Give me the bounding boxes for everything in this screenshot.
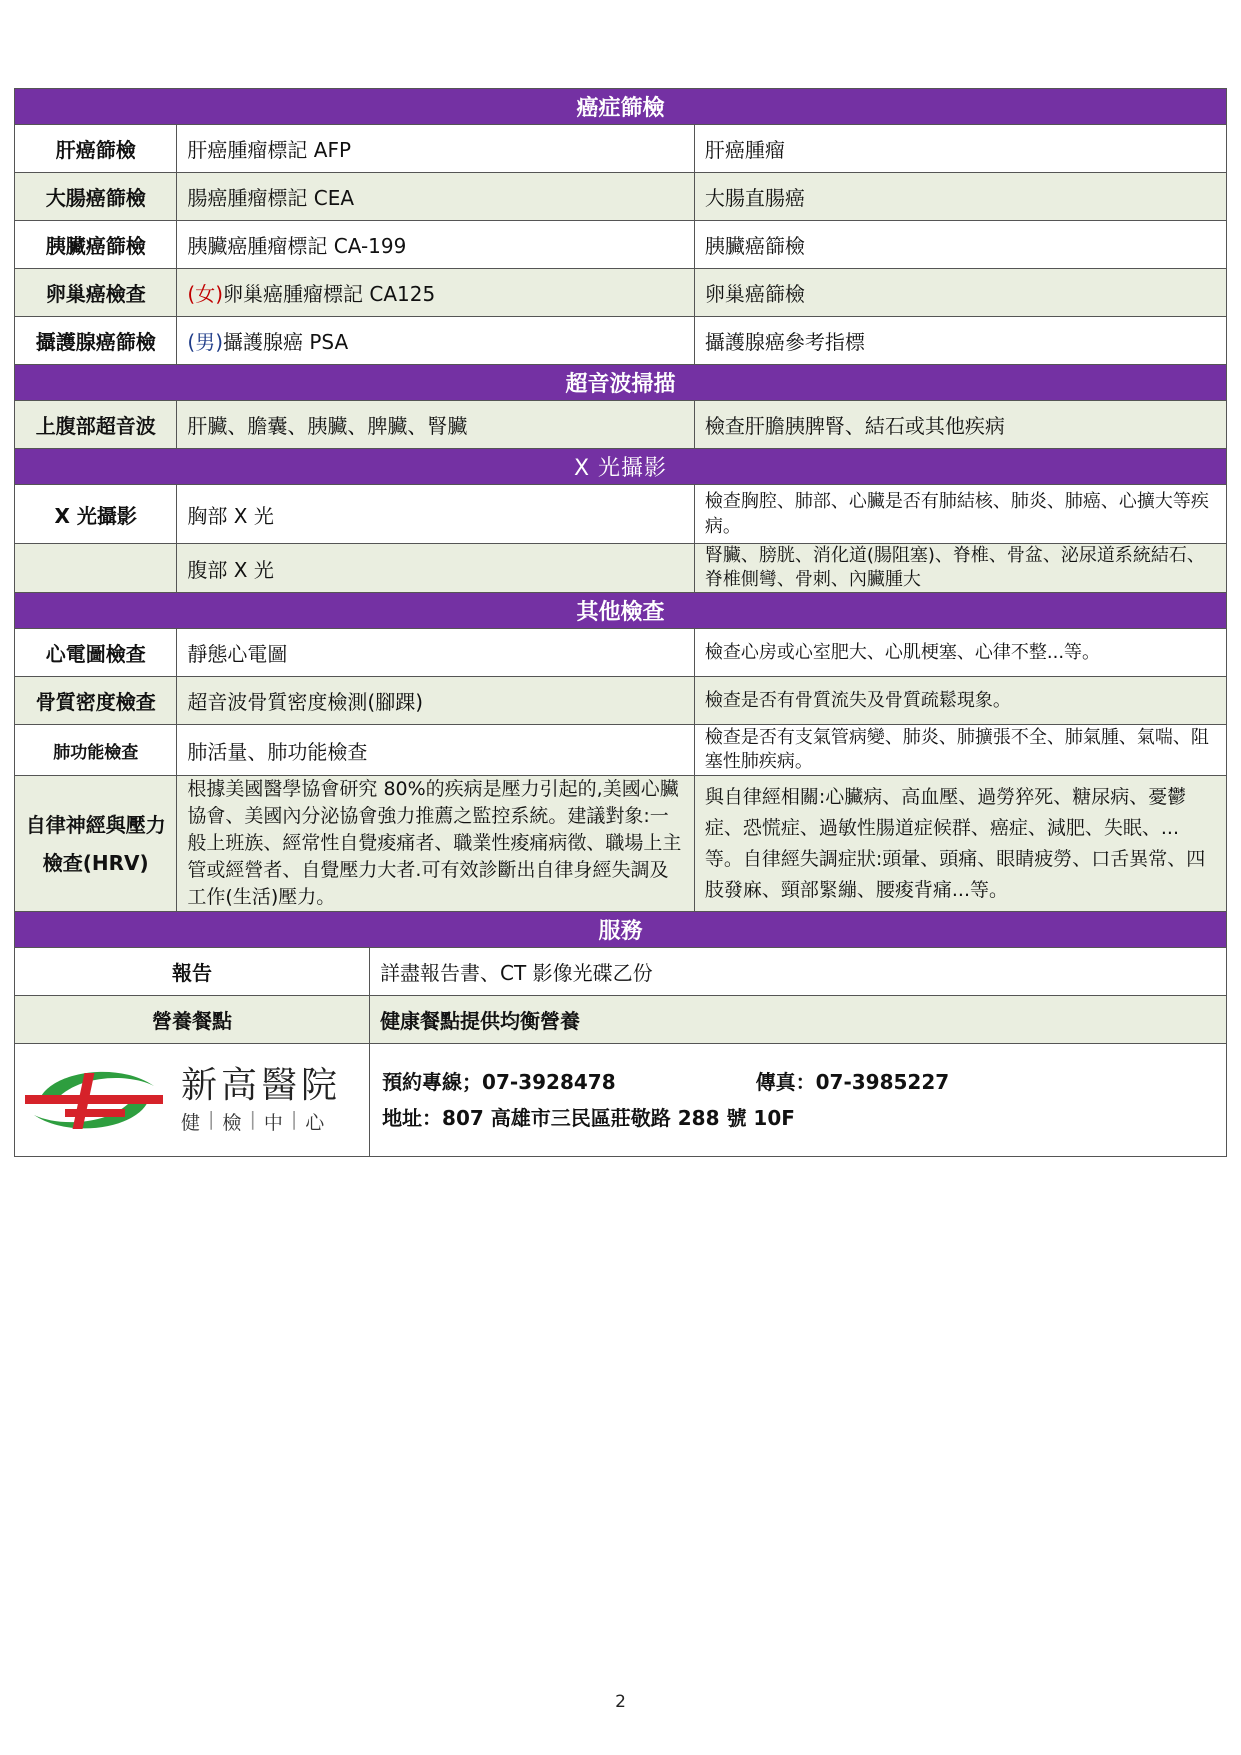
row-item: 肝癌腫瘤標記 AFP — [177, 125, 694, 173]
row-item: 肺活量、肺功能檢查 — [177, 725, 694, 776]
row-item: 靜態心電圖 — [177, 629, 694, 677]
logo-sub-char: 健 — [181, 1111, 203, 1134]
row-label: 肝癌篩檢 — [15, 125, 177, 173]
section-header-ultrasound: 超音波掃描 — [15, 365, 1227, 401]
male-tag: (男) — [187, 330, 224, 354]
logo-name: 新高醫院 — [181, 1064, 342, 1106]
row-item: 胸部 X 光 — [177, 485, 694, 544]
row-desc: 與自律經相關:心臟病、高血壓、過勞猝死、糖尿病、憂鬱症、恐慌症、過敏性腸道症候群、癌症、減肥、失眠、...等。自律經失調症狀:頭暈、頭痛、眼睛疲勞、口舌異常、四肢發麻、頸部緊繃、腰痠背痛...等。 — [694, 776, 1226, 912]
table-row — [15, 125, 1227, 173]
row-desc: 檢查是否有骨質流失及骨質疏鬆現象。 — [694, 677, 1226, 725]
table-row — [15, 269, 1227, 317]
contact-info — [370, 1044, 1227, 1157]
logo-cell — [15, 1044, 370, 1157]
hospital-logo — [15, 1061, 369, 1139]
table-row — [15, 629, 1227, 677]
table-row — [15, 317, 1227, 365]
row-item: 肝臟、膽囊、胰臟、脾臟、腎臟 — [177, 401, 694, 449]
row-label: 胰臟癌篩檢 — [15, 221, 177, 269]
row-item: 卵巢癌腫瘤標記 CA125 — [223, 282, 436, 306]
section-header-other: 其他檢查 — [15, 593, 1227, 629]
section-header-xray — [15, 449, 1227, 485]
row-item-cell — [177, 269, 694, 317]
row-item: 胰臟癌腫瘤標記 CA-199 — [177, 221, 694, 269]
logo-sub-char: 檢 — [222, 1111, 244, 1134]
row-label: 肺功能檢查 — [15, 725, 177, 776]
table-row — [15, 401, 1227, 449]
row-label: 心電圖檢查 — [15, 629, 177, 677]
row-item: 腸癌腫瘤標記 CEA — [177, 173, 694, 221]
row-desc: 檢查肝膽胰脾腎、結石或其他疾病 — [694, 401, 1226, 449]
row-label: 大腸癌篩檢 — [15, 173, 177, 221]
footer-row — [15, 1044, 1227, 1157]
row-label: 上腹部超音波 — [15, 401, 177, 449]
table-row — [15, 485, 1227, 544]
row-item-cell — [177, 317, 694, 365]
page-number: 2 — [615, 1692, 626, 1712]
row-desc: 攝護腺癌參考指標 — [694, 317, 1226, 365]
female-tag: (女) — [187, 282, 224, 306]
hospital-emblem-icon — [19, 1061, 169, 1139]
row-label: X 光攝影 — [15, 485, 177, 544]
table-row — [15, 221, 1227, 269]
logo-sub-char: 中 — [263, 1111, 285, 1134]
table-row — [15, 677, 1227, 725]
row-desc: 卵巢癌篩檢 — [694, 269, 1226, 317]
row-item: 超音波骨質密度檢測(腳踝) — [177, 677, 694, 725]
row-label — [15, 544, 177, 593]
service-label: 營養餐點 — [15, 996, 370, 1044]
section-title: X 光攝影 — [573, 456, 668, 481]
service-label: 報告 — [15, 948, 370, 996]
exam-table — [14, 88, 1227, 1157]
row-desc: 肝癌腫瘤 — [694, 125, 1226, 173]
table-row — [15, 544, 1227, 593]
row-label: 骨質密度檢查 — [15, 677, 177, 725]
table-row — [15, 948, 1227, 996]
row-item: 根據美國醫學協會研究 80%的疾病是壓力引起的,美國心臟協會、美國內分泌協會強力推薦之監控系統。建議對象:一般上班族、經常性自覺痠痛者、職業性痠痛病徵、職場上主管或經營者、自覺壓力大者.可有效診斷出自律身經失調及工作(生活)壓力。 — [177, 776, 694, 912]
row-desc: 腎臟、膀胱、消化道(腸阻塞)、脊椎、骨盆、泌尿道系統結石、脊椎側彎、骨刺、內臟腫大 — [694, 544, 1226, 593]
service-desc: 健康餐點提供均衡營養 — [370, 996, 1227, 1044]
address: 地址：807 高雄市三民區莊敬路 288 號 10F — [382, 1106, 795, 1130]
section-header-service: 服務 — [15, 912, 1227, 948]
phone-number: 預約專線；07-3928478 — [382, 1070, 616, 1094]
row-item: 攝護腺癌 PSA — [223, 330, 349, 354]
row-label: 卵巢癌檢查 — [15, 269, 177, 317]
logo-subtitle: 健 | 檢 | 中 | 心 — [181, 1107, 327, 1134]
table-row — [15, 996, 1227, 1044]
row-desc: 胰臟癌篩檢 — [694, 221, 1226, 269]
fax-number: 傳真：07-3985227 — [755, 1070, 950, 1094]
table-row — [15, 776, 1227, 912]
table-row — [15, 725, 1227, 776]
row-desc: 大腸直腸癌 — [694, 173, 1226, 221]
service-desc: 詳盡報告書、CT 影像光碟乙份 — [370, 948, 1227, 996]
row-desc: 檢查心房或心室肥大、心肌梗塞、心律不整...等。 — [694, 629, 1226, 677]
table-row — [15, 173, 1227, 221]
row-desc: 檢查胸腔、肺部、心臟是否有肺結核、肺炎、肺癌、心擴大等疾病。 — [694, 485, 1226, 544]
section-header-cancer: 癌症篩檢 — [15, 89, 1227, 125]
row-item: 腹部 X 光 — [177, 544, 694, 593]
logo-sub-char: 心 — [305, 1111, 327, 1134]
row-label: 攝護腺癌篩檢 — [15, 317, 177, 365]
row-label: 自律神經與壓力檢查(HRV) — [15, 776, 177, 912]
row-desc: 檢查是否有支氣管病變、肺炎、肺擴張不全、肺氣腫、氣喘、阻塞性肺疾病。 — [694, 725, 1226, 776]
